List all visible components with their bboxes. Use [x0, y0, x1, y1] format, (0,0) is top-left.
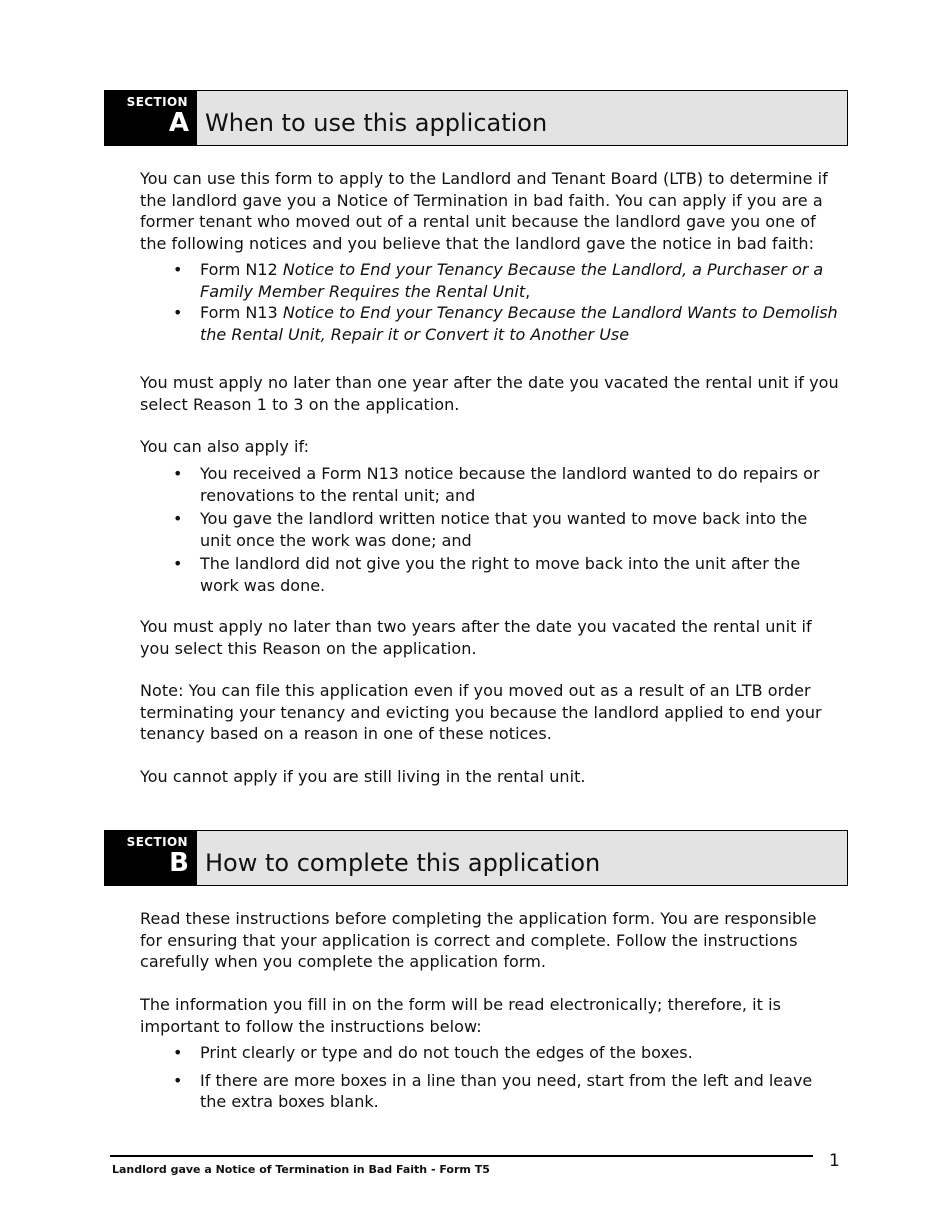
section-b-intro: Read these instructions before completing the application form. You are responsible for ensuring that your application is correct and complete. Follow the instructions carefully when you complete the application form.: [140, 909, 817, 971]
section-a-title: When to use this application: [205, 109, 548, 137]
notice-list: [140, 259, 840, 345]
bullet-icon: •: [173, 260, 183, 279]
notice-suffix: ,: [525, 281, 531, 301]
instruction-item: [140, 1070, 840, 1113]
notice-form: Form N13: [200, 303, 283, 322]
bullet-icon: •: [173, 1070, 183, 1090]
condition-text: The landlord did not give you the right to move back into the unit after the work was done.: [200, 554, 801, 595]
instruction-list: [140, 1042, 840, 1115]
notice-name: Notice to End your Tenancy Because the Landlord, a Purchaser or a Family Member Requires the Rental Unit: [200, 260, 824, 301]
also-apply-heading: You can also apply if:: [140, 437, 310, 456]
section-a-letter: A: [168, 108, 189, 138]
footer-divider: [110, 1155, 813, 1157]
condition-text: You gave the landlord written notice that you wanted to move back into the unit once the work was done; and: [200, 509, 808, 550]
notice-item: [140, 302, 840, 345]
bullet-icon: •: [173, 464, 183, 483]
notice-item: [140, 259, 840, 302]
section-b-tab: [105, 831, 197, 885]
section-b-label: SECTION: [126, 835, 188, 849]
section-a-label: SECTION: [126, 95, 188, 109]
cannot-apply-paragraph: You cannot apply if you are still living in the rental unit.: [140, 767, 586, 786]
deadline-two-years: You must apply no later than two years after the date you vacated the rental unit if you select this Reason on the application.: [140, 617, 812, 658]
condition-text: You received a Form N13 notice because the landlord wanted to do repairs or renovations to the rental unit; and: [200, 464, 820, 505]
condition-item: [140, 508, 840, 551]
section-a-tab: [105, 91, 197, 145]
section-a-intro: You can use this form to apply to the Landlord and Tenant Board (LTB) to determine if the landlord gave you a Notice of Termination in bad faith. You can apply if you are a former tenant who moved out of a rental unit because the landlord gave you one of the following notices and you believe that the landlord gave the notice in bad faith:: [140, 169, 828, 253]
condition-item: [140, 553, 840, 596]
notice-name: Notice to End your Tenancy Because the Landlord Wants to Demolish the Rental Unit, Repair it or Convert it to Another Use: [200, 303, 838, 344]
bullet-icon: •: [173, 303, 183, 322]
bullet-icon: •: [173, 1043, 183, 1062]
section-b-title: How to complete this application: [205, 849, 601, 877]
instruction-text: Print clearly or type and do not touch the edges of the boxes.: [200, 1043, 693, 1062]
section-b-header: [104, 830, 848, 886]
instruction-item: [140, 1042, 840, 1064]
section-a-header: [104, 90, 848, 146]
condition-item: [140, 463, 840, 506]
instruction-text: If there are more boxes in a line than you need, start from the left and leave the extra boxes blank.: [200, 1070, 813, 1111]
condition-list: [140, 463, 840, 598]
bullet-icon: •: [173, 554, 183, 573]
deadline-one-year: You must apply no later than one year after the date you vacated the rental unit if you select Reason 1 to 3 on the application.: [140, 373, 839, 414]
page-number: 1: [829, 1151, 840, 1171]
bullet-icon: •: [173, 509, 183, 528]
notice-form: Form N12: [200, 260, 283, 279]
note-paragraph: Note: You can file this application even if you moved out as a result of an LTB order terminating your tenancy and evicting you because the landlord applied to end your tenancy based on a reason in one of these notices.: [140, 681, 822, 743]
footer-form-title: Landlord gave a Notice of Termination in Bad Faith - Form T5: [112, 1163, 490, 1176]
section-b-letter: B: [169, 848, 189, 878]
electronic-reading-paragraph: The information you fill in on the form will be read electronically; therefore, it is important to follow the instructions below:: [140, 995, 782, 1036]
